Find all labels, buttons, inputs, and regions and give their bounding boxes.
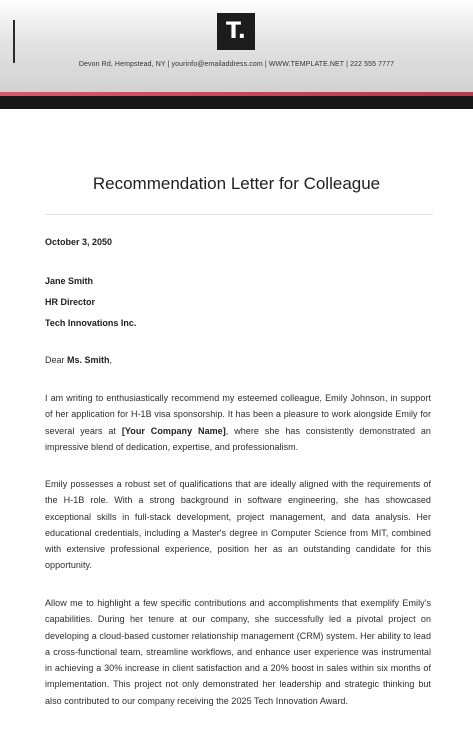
paragraph-1-text: I am writing to enthusiastically recommend my esteemed colleague, Emily Johnson, in support of her application for H-1B visa sponsorship. It has been a pleasure to work alongside Emily for several years at xyxy=(45,393,431,436)
paragraph-2-text: Emily possesses a robust set of qualifications that are ideally aligned with the requirements of the H-1B role. With a strong background in software engineering, she has showcased exceptional skills in full-stack development, project management, and data analysis. Her educational credentials, including a Master's degree in Computer Science from MIT, combined with extensive professional experience, position her as an outstanding candidate for this opportunity. xyxy=(45,479,431,571)
salutation-name: Ms. Smith xyxy=(67,355,110,365)
company-logo: T. xyxy=(217,13,255,50)
title-divider xyxy=(45,214,433,215)
company-name-placeholder: [Your Company Name] xyxy=(121,425,226,436)
letter-title: Recommendation Letter for Colleague xyxy=(92,174,381,193)
salutation-suffix: , xyxy=(109,355,113,365)
recipient-position: HR Director xyxy=(45,297,96,307)
paragraph-1-text-end: , where she has consistently demonstrated an impressive blend of dedication, expertise, and professionalism. xyxy=(45,425,431,452)
header-dark-band xyxy=(0,96,473,109)
body-paragraph-1 xyxy=(45,390,431,455)
letterhead xyxy=(0,0,473,92)
contact-info: Devon Rd, Hempstead, NY | yourinfo@emailaddress.com | WWW.TEMPLATE.NET | 222 555 7777 xyxy=(78,61,395,68)
body-paragraph-2 xyxy=(45,476,431,574)
salutation xyxy=(45,355,431,366)
recipient-name: Jane Smith xyxy=(45,276,94,286)
paragraph-3-text: Allow me to highlight a few specific contributions and accomplishments that exemplify Emily's capabilities. During her tenure at our company, she successfully led a pivotal project on developing a cloud-based customer relationship management (CRM) system. Her ability to lead a cross-functional team, streamline workflows, and enhance user experience was instrumental in achieving a 30% increase in client satisfaction and a 20% boost in sales within six months of implementation. This project not only demonstrated her leadership and strategic thinking but also contributed to our company receiving the 2025 Tech Innovation Award. xyxy=(45,598,431,706)
left-accent-bar xyxy=(13,20,15,63)
recipient-block xyxy=(45,276,431,329)
salutation-prefix: Dear xyxy=(45,355,68,365)
letter-date-block xyxy=(45,237,431,248)
recipient-company: Tech Innovations Inc. xyxy=(45,318,137,328)
letter-date: October 3, 2050 xyxy=(45,237,113,247)
body-paragraph-3 xyxy=(45,595,431,709)
